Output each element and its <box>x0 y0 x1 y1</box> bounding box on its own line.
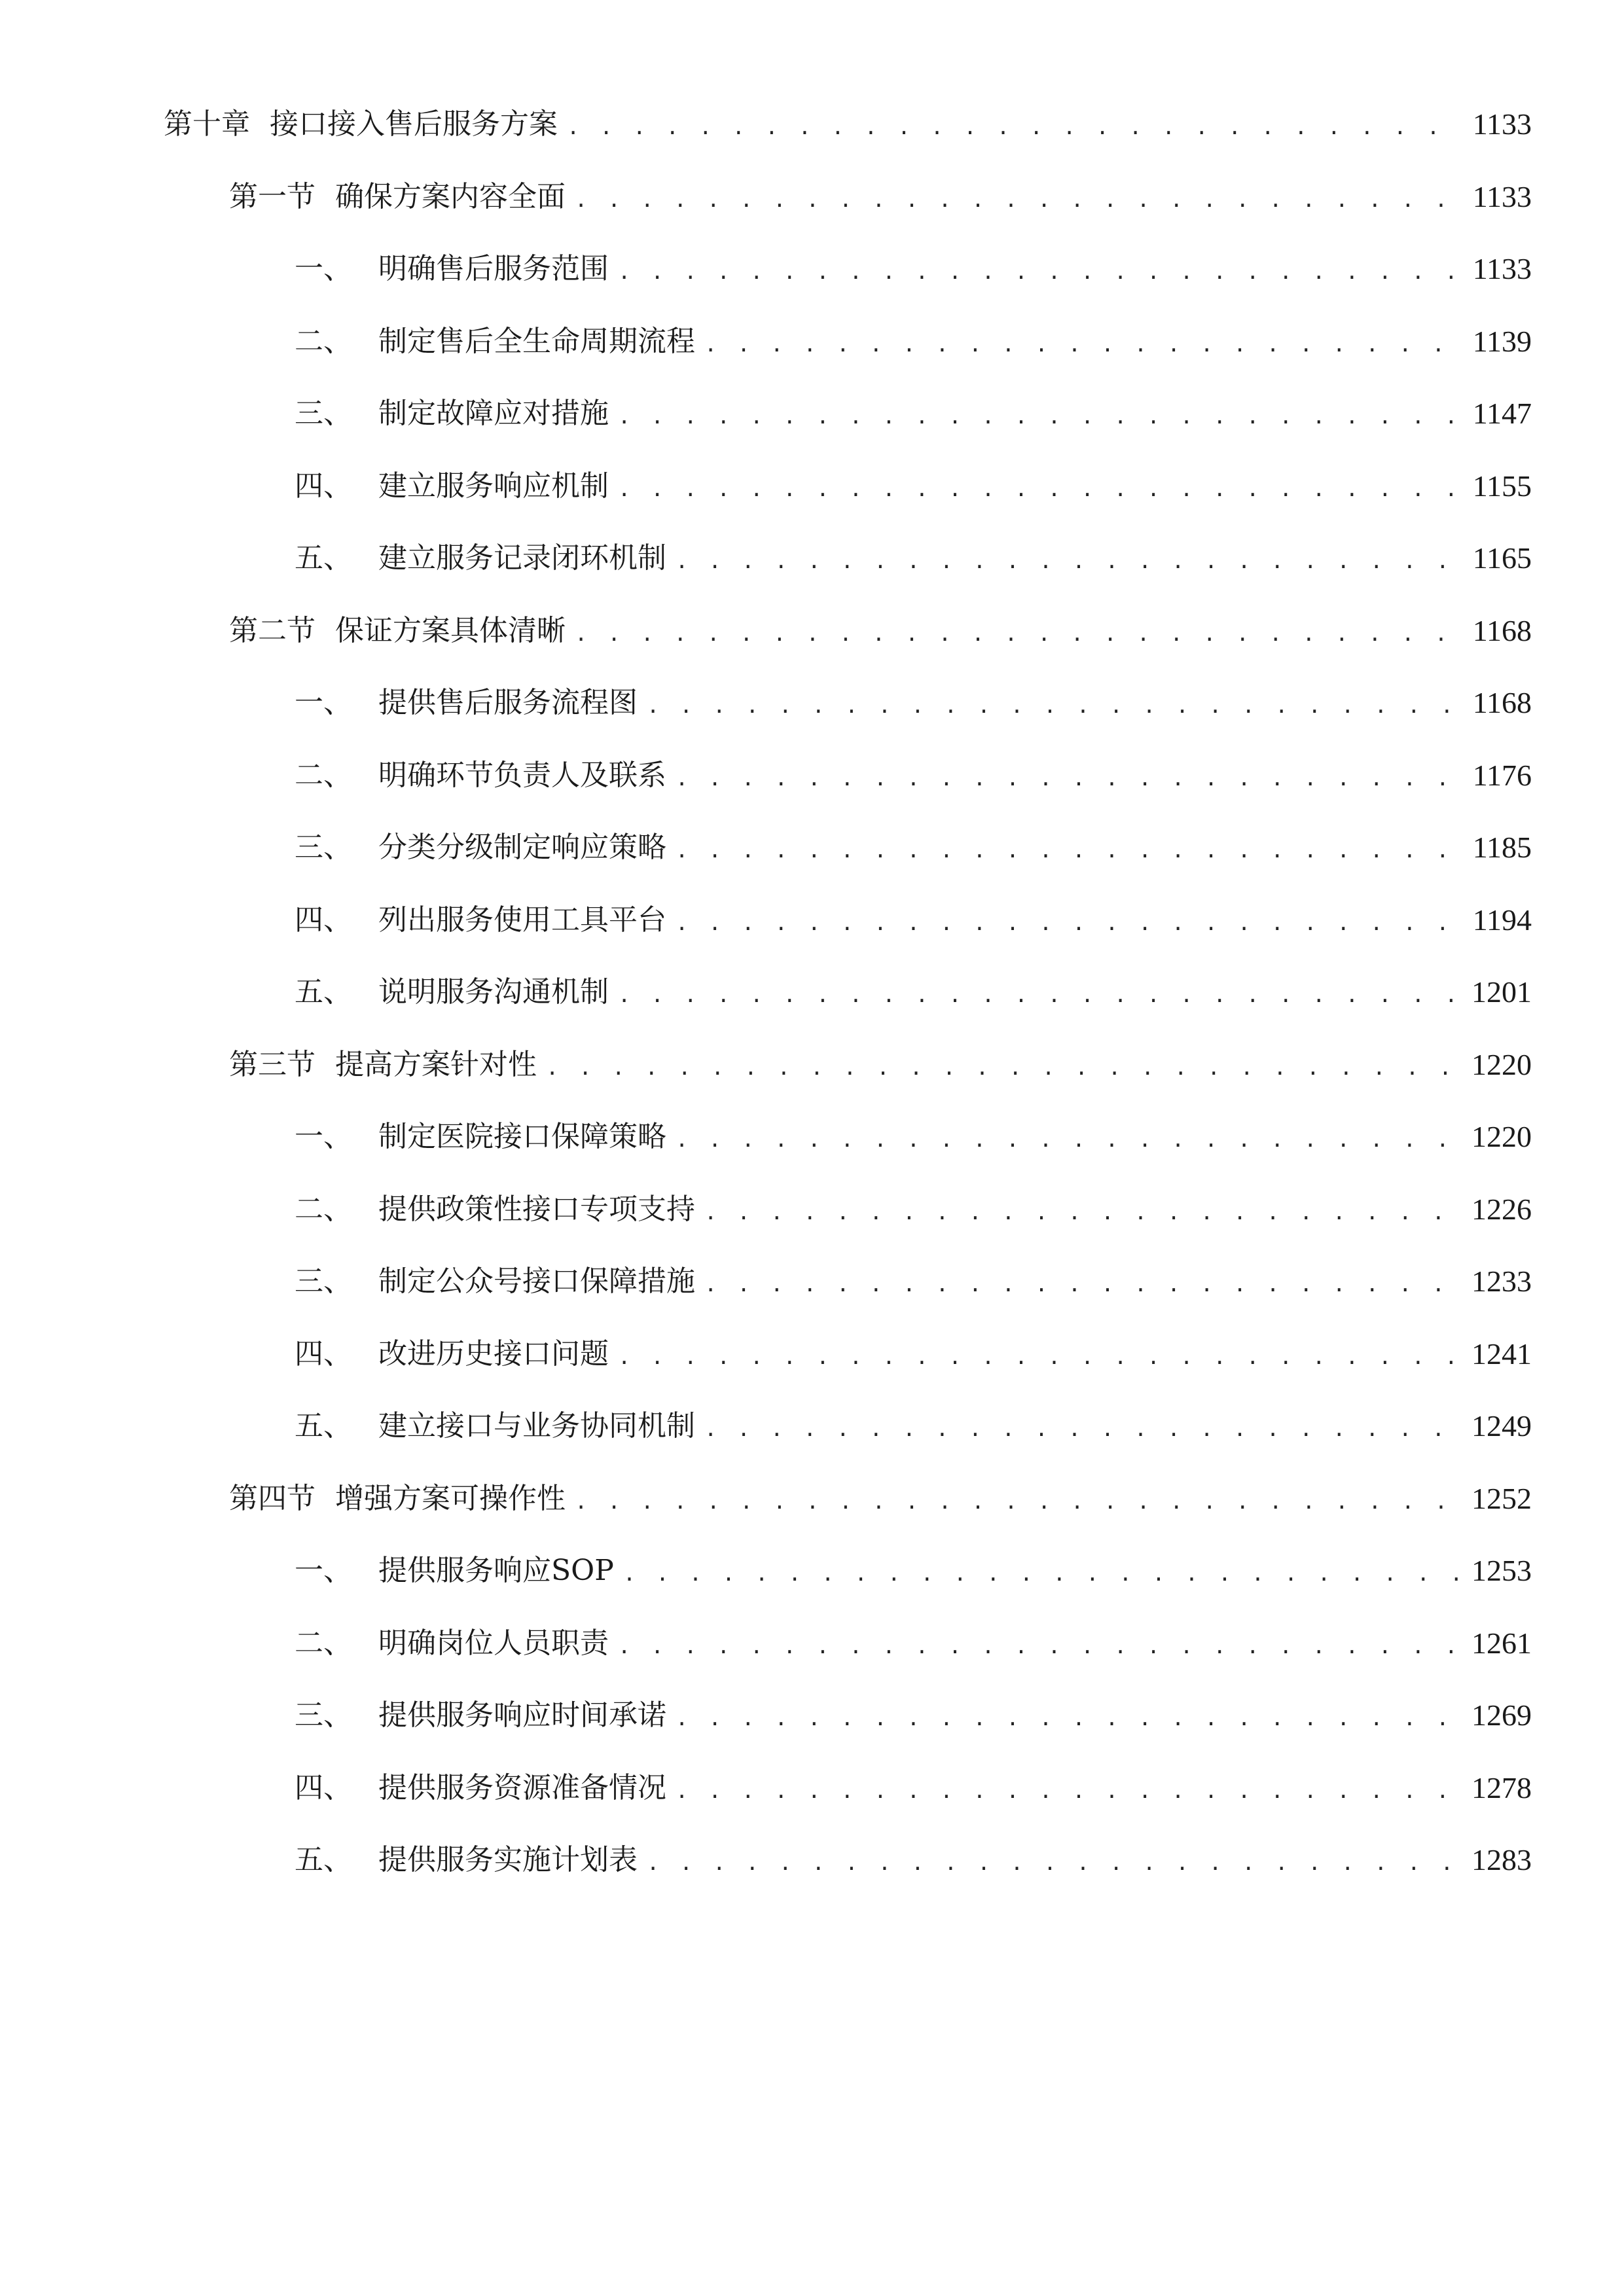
toc-entry[interactable] <box>229 171 1532 223</box>
toc-entry-title: 提供政策性接口专项支持 <box>378 1192 695 1226</box>
toc-entry[interactable] <box>295 1400 1532 1452</box>
toc-entry-title: 制定售后全生命周期流程 <box>378 324 695 358</box>
dot-leader <box>647 1843 1462 1877</box>
toc-entry-page-number: 1147 <box>1472 397 1532 430</box>
toc-entry-number: 一、 <box>295 686 352 719</box>
toc-entry-number: 一、 <box>295 1554 352 1587</box>
toc-entry-page-number: 1220 <box>1471 1047 1532 1081</box>
toc-entry[interactable] <box>295 460 1532 512</box>
toc-entry-title: 制定医院接口保障策略 <box>378 1120 666 1153</box>
dot-leader <box>546 1048 1462 1082</box>
toc-entry-title: 明确环节负责人及联系 <box>378 758 666 792</box>
toc-entry-page-number: 1168 <box>1472 686 1532 719</box>
toc-entry[interactable] <box>295 1617 1532 1670</box>
toc-entry-number: 五、 <box>295 541 352 575</box>
toc-entry-page-number: 1139 <box>1472 324 1532 358</box>
toc-entry-page-number: 1133 <box>1472 107 1532 141</box>
toc-entry-title: 改进历史接口问题 <box>378 1336 609 1371</box>
toc-entry-title: 明确岗位人员职责 <box>378 1626 609 1660</box>
toc-entry[interactable] <box>295 1328 1532 1380</box>
dot-leader <box>676 903 1464 937</box>
toc-entry-page-number: 1168 <box>1472 613 1532 647</box>
toc-entry-page-number: 1283 <box>1471 1843 1532 1876</box>
toc-entry-title: 提高方案针对性 <box>335 1047 537 1081</box>
toc-entry-title: 提供售后服务流程图 <box>378 686 638 719</box>
toc-entry[interactable] <box>295 1255 1532 1308</box>
toc-entry-title: 确保方案内容全面 <box>335 179 566 213</box>
dot-leader <box>647 686 1464 720</box>
toc-entry-title: 说明服务沟通机制 <box>378 975 609 1009</box>
toc-entry[interactable] <box>229 605 1532 657</box>
toc-entry-number: 第一节 <box>229 179 316 213</box>
toc-entry-number: 三、 <box>295 1265 352 1298</box>
toc-entry-page-number: 1165 <box>1472 541 1532 575</box>
toc-entry-page-number: 1133 <box>1472 179 1532 213</box>
toc-entry-title: 制定公众号接口保障措施 <box>378 1265 695 1298</box>
toc-entry[interactable] <box>295 821 1532 874</box>
dot-leader <box>704 1409 1462 1443</box>
toc-entry-page-number: 1278 <box>1471 1770 1532 1804</box>
toc-entry-page-number: 1233 <box>1471 1265 1532 1298</box>
toc-entry[interactable] <box>295 1111 1532 1163</box>
toc-entry-number: 第四节 <box>229 1481 316 1515</box>
toc-entry[interactable] <box>295 677 1532 729</box>
toc-entry-number: 五、 <box>295 1843 352 1876</box>
dot-leader <box>618 397 1464 431</box>
dot-leader <box>618 252 1464 286</box>
dot-leader <box>567 107 1464 141</box>
toc-entry[interactable] <box>295 243 1532 295</box>
toc-entry-number: 二、 <box>295 758 352 792</box>
toc-entry-number: 四、 <box>295 1336 352 1371</box>
toc-entry[interactable] <box>229 1473 1532 1525</box>
toc-entry[interactable] <box>295 966 1532 1018</box>
toc-entry[interactable] <box>295 749 1532 802</box>
dot-leader <box>618 469 1464 503</box>
toc-entry-page-number: 1249 <box>1471 1409 1532 1443</box>
dot-leader <box>575 180 1464 214</box>
toc-entry[interactable] <box>164 98 1532 151</box>
dot-leader <box>618 1337 1462 1371</box>
toc-entry-page-number: 1133 <box>1472 252 1532 285</box>
dot-leader <box>623 1554 1462 1588</box>
toc-entry-page-number: 1241 <box>1471 1336 1532 1371</box>
toc-entry[interactable] <box>229 1039 1532 1091</box>
toc-entry-title: 建立服务记录闭环机制 <box>378 541 666 575</box>
toc-entry-page-number: 1155 <box>1472 469 1532 503</box>
toc-entry-title: 保证方案具体清晰 <box>335 613 566 647</box>
toc-entry-page-number: 1176 <box>1472 758 1532 792</box>
toc-entry-title: 制定故障应对措施 <box>378 397 609 430</box>
toc-entry-page-number: 1261 <box>1471 1626 1532 1660</box>
toc-entry-number: 一、 <box>295 1120 352 1153</box>
toc-entry-number: 二、 <box>295 1192 352 1226</box>
toc-entry-title: 列出服务使用工具平台 <box>378 903 666 937</box>
toc-entry-title: 提供服务资源准备情况 <box>378 1770 666 1804</box>
toc-entry-number: 五、 <box>295 1409 352 1443</box>
toc-entry-number: 四、 <box>295 903 352 937</box>
toc-entry-page-number: 1194 <box>1472 903 1532 937</box>
toc-entry-page-number: 1253 <box>1471 1554 1532 1587</box>
dot-leader <box>704 1265 1462 1299</box>
toc-entry-number: 第三节 <box>229 1047 316 1081</box>
toc-entry-number: 三、 <box>295 831 352 864</box>
toc-entry[interactable] <box>295 1762 1532 1814</box>
toc-entry[interactable] <box>295 315 1532 368</box>
toc-entry-number: 四、 <box>295 469 352 503</box>
toc-entry-number: 五、 <box>295 975 352 1009</box>
toc-entry-title: 明确售后服务范围 <box>378 252 609 285</box>
dot-leader <box>618 975 1462 1009</box>
toc-entry[interactable] <box>295 387 1532 440</box>
toc-entry-page-number: 1201 <box>1471 975 1532 1009</box>
toc-entry-number: 一、 <box>295 252 352 285</box>
toc-entry-page-number: 1220 <box>1471 1120 1532 1153</box>
toc-entry-page-number: 1226 <box>1471 1192 1532 1226</box>
toc-entry-title: 提供服务响应时间承诺 <box>378 1698 666 1732</box>
toc-entry[interactable] <box>295 1689 1532 1742</box>
toc-entry[interactable] <box>295 1545 1532 1597</box>
dot-leader <box>676 1771 1462 1805</box>
toc-entry-title: 接口接入售后服务方案 <box>270 107 558 141</box>
dot-leader <box>676 831 1464 865</box>
toc-entry-number: 三、 <box>295 397 352 430</box>
toc-entry[interactable] <box>295 1834 1532 1886</box>
dot-leader <box>676 1698 1462 1732</box>
toc-entry-title: 提供服务实施计划表 <box>378 1843 638 1876</box>
toc-entry-number: 二、 <box>295 324 352 358</box>
toc-entry[interactable] <box>295 532 1532 584</box>
toc-entry-number: 三、 <box>295 1698 352 1732</box>
toc-entry-title: 提供服务响应SOP <box>378 1554 614 1587</box>
dot-leader <box>704 325 1464 359</box>
toc-entry-title: 建立接口与业务协同机制 <box>378 1409 695 1443</box>
toc-entry[interactable] <box>295 1183 1532 1236</box>
toc-entry-title: 增强方案可操作性 <box>335 1481 566 1515</box>
toc-entry-number: 第二节 <box>229 613 316 647</box>
toc-entry-number: 四、 <box>295 1770 352 1804</box>
toc-entry-title: 分类分级制定响应策略 <box>378 831 666 864</box>
toc-entry-page-number: 1269 <box>1471 1698 1532 1732</box>
toc-entry-number: 第十章 <box>164 107 250 141</box>
dot-leader <box>704 1193 1462 1227</box>
dot-leader <box>575 1482 1462 1516</box>
dot-leader <box>575 614 1464 648</box>
toc-entry-number: 二、 <box>295 1626 352 1660</box>
dot-leader <box>676 1120 1462 1154</box>
toc-entry-title: 建立服务响应机制 <box>378 469 609 503</box>
dot-leader <box>676 759 1464 793</box>
toc-entry[interactable] <box>295 894 1532 946</box>
toc-entry-page-number: 1185 <box>1472 831 1532 864</box>
dot-leader <box>676 541 1464 575</box>
toc-entry-page-number: 1252 <box>1471 1481 1532 1515</box>
dot-leader <box>618 1626 1462 1660</box>
